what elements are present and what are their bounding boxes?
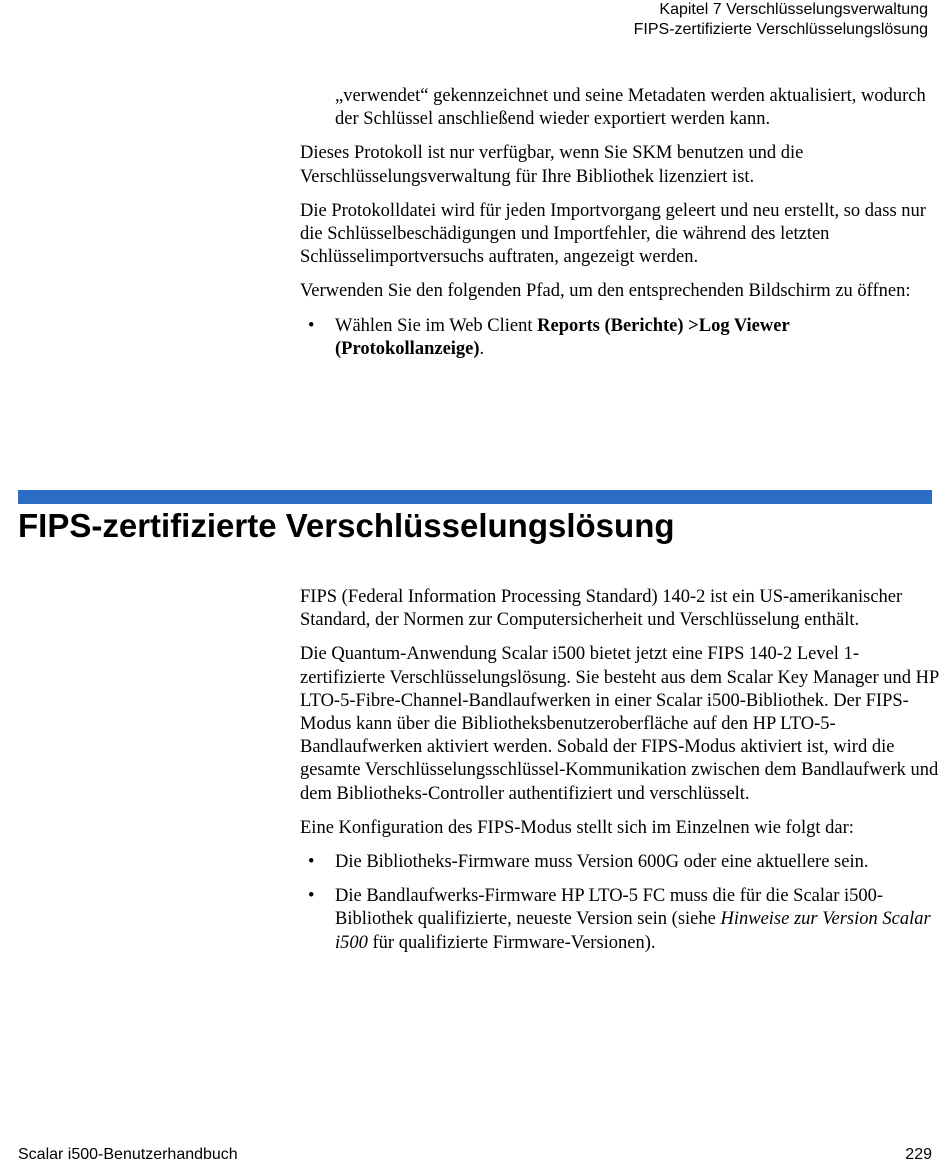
paragraph: Die Quantum-Anwendung Scalar i500 bietet jetzt eine FIPS 140-2 Level 1-zertifizierte Verschlüsselungslösung. Sie besteht aus dem Scalar Key Manager und HP LTO-5-Fibre-Channel-Bandlaufwerken in einer Scalar i500-Bibliothek. Der FIPS-Modus kann über die Bibliotheksbenutzeroberfläche auf den HP LTO-5-Bandlaufwerken aktiviert werden. Sobald der FIPS-Modus aktiviert ist, wird die gesamte Verschlüsselungsschlüssel-Kommunikation zwischen dem Bandlaufwerk und dem Bibliotheks-Controller authentifiziert und verschlüsselt. [300, 644, 939, 804]
page-number: 229 [905, 1146, 932, 1163]
paragraph: Dieses Protokoll ist nur verfügbar, wenn Sie SKM benutzen und die Verschlüsselungsverwaltung für Ihre Bibliothek lizenziert ist. [300, 143, 804, 187]
bullet-list [300, 851, 940, 955]
bullet-text-suffix: für qualifizierte Firmware-Versionen). [367, 932, 656, 953]
bullet-text: Die Bibliotheks-Firmware muss Version 600G oder eine aktuellere sein. [335, 852, 869, 873]
continuation-block [300, 85, 940, 372]
section-body [300, 586, 940, 966]
header-section: FIPS-zertifizierte Verschlüsselungslösung [633, 21, 928, 38]
paragraph: FIPS (Federal Information Processing Standard) 140-2 ist ein US-amerikanischer Standard, der Normen zur Computersicherheit und Verschlüsselung enthält. [300, 587, 903, 631]
bullet-icon: • [308, 852, 315, 873]
bullet-list [300, 315, 940, 361]
paragraph: Verwenden Sie den folgenden Pfad, um den entsprechenden Bildschirm zu öffnen: [300, 281, 911, 302]
list-item [300, 885, 940, 955]
section-title: FIPS-zertifizierte Verschlüsselungslösung [18, 507, 675, 544]
paragraph: Eine Konfiguration des FIPS-Modus stellt sich im Einzelnen wie folgt dar: [300, 817, 854, 838]
menu-path: Reports (Berichte) >Log Viewer (Protokollanzeige) [335, 315, 790, 359]
list-item [300, 851, 940, 874]
section-rule [18, 490, 932, 504]
footer-title: Scalar i500-Benutzerhandbuch [18, 1146, 238, 1163]
indented-paragraph: „verwendet“ gekennzeichnet und seine Metadaten werden aktualisiert, wodurch der Schlüssel anschließend wieder exportiert werden kann. [335, 86, 926, 130]
bullet-icon: • [308, 315, 315, 336]
paragraph: Die Protokolldatei wird für jeden Importvorgang geleert und neu erstellt, so dass nur die Schlüsselbeschädigungen und Importfehler, die während des letzten Schlüsselimportversuchs auftraten, angezeigt werden. [300, 200, 926, 268]
document-reference: Hinweise zur Version Scalar i500 [335, 909, 931, 953]
bullet-icon: • [308, 886, 315, 907]
bullet-text-prefix: Die Bandlaufwerks-Firmware HP LTO-5 FC muss die für die Scalar i500-Bibliothek qualifizierte, neueste Version sein (siehe [335, 886, 884, 930]
bullet-text-suffix: . [479, 338, 485, 359]
header-chapter: Kapitel 7 Verschlüsselungsverwaltung [659, 1, 928, 18]
list-item [300, 315, 940, 361]
bullet-text-prefix: Wählen Sie im Web Client [335, 315, 538, 336]
running-header [634, 0, 928, 40]
